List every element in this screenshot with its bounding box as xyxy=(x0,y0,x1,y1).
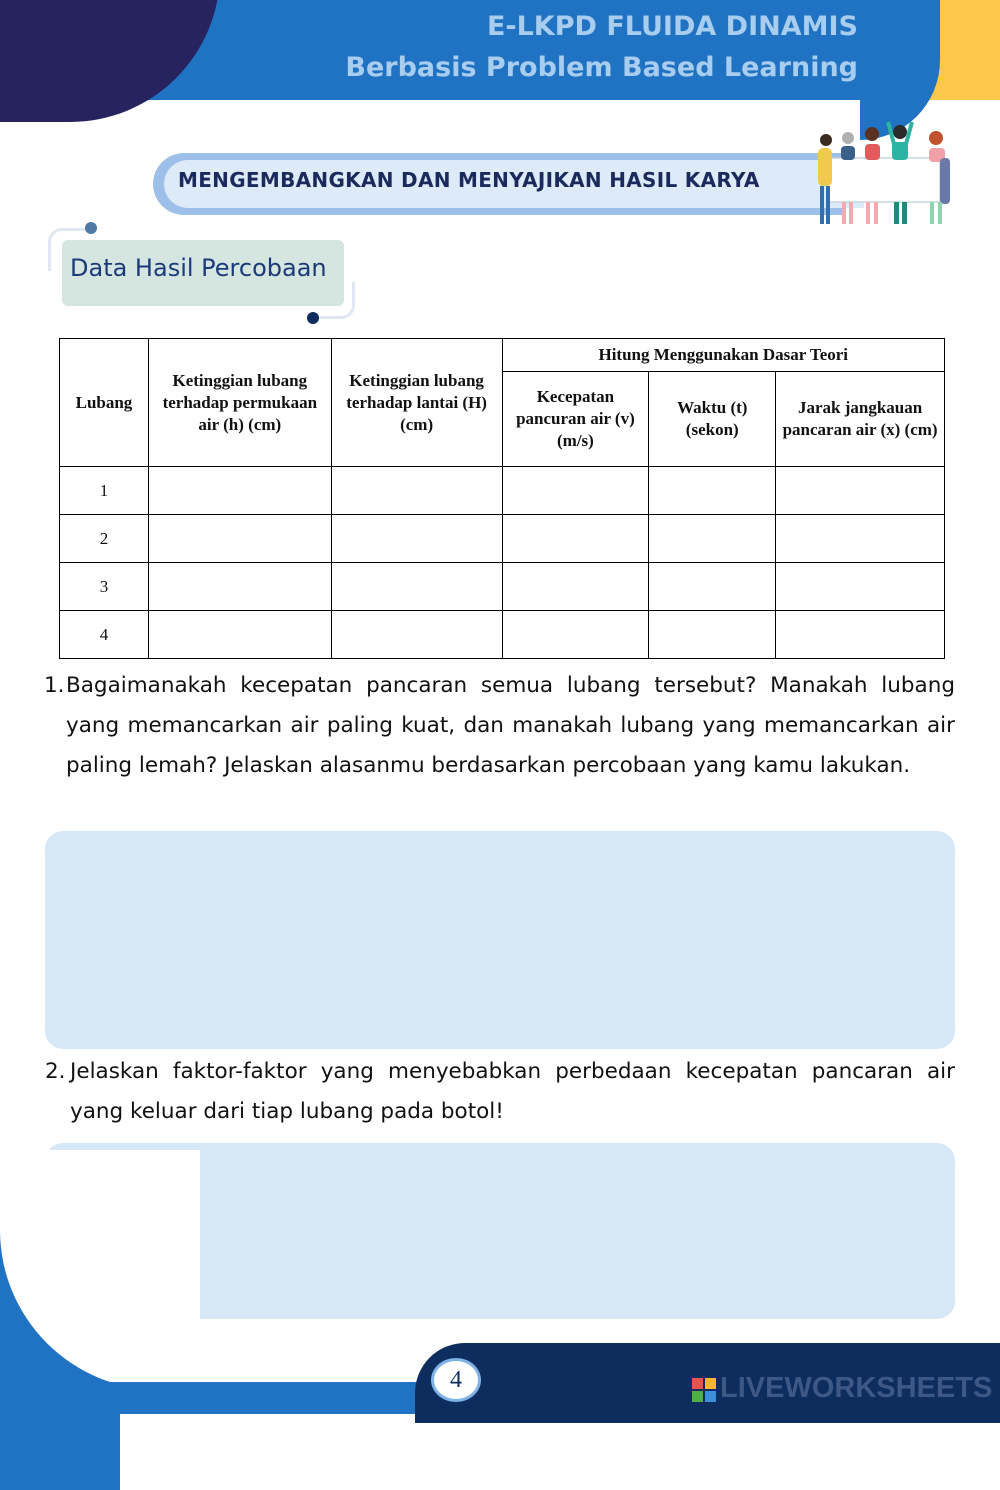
section-banner-title: MENGEMBANGKAN DAN MENYAJIKAN HASIL KARYA xyxy=(178,168,760,192)
cell-input[interactable] xyxy=(148,515,331,563)
col-header-group-theory: Hitung Menggunakan Dasar Teori xyxy=(502,339,945,372)
cell-input[interactable] xyxy=(331,611,502,659)
question-2-number: 2. xyxy=(45,1059,66,1084)
row-label: 1 xyxy=(60,467,149,515)
answer-box-1[interactable] xyxy=(45,831,955,1049)
cell-input[interactable] xyxy=(502,611,649,659)
question-1-text: Bagaimanakah kecepatan pancaran semua lubang tersebut? Manakah lubang yang memancarkan air paling kuat, dan manakah lubang yang memancarkan air paling lemah? Jelaskan alasanmu berdasarkan percobaan yang kamu lakukan. xyxy=(66,673,955,778)
cell-input[interactable] xyxy=(502,563,649,611)
header-title-line2: Berbasis Problem Based Learning xyxy=(345,52,858,83)
data-label-title: Data Hasil Percobaan xyxy=(70,254,327,282)
cell-input[interactable] xyxy=(502,467,649,515)
row-label: 4 xyxy=(60,611,149,659)
label-deco-dot-top xyxy=(85,222,97,234)
cell-input[interactable] xyxy=(649,563,776,611)
col-header-lubang: Lubang xyxy=(60,339,149,467)
cell-input[interactable] xyxy=(649,611,776,659)
label-deco-dot-bottom xyxy=(307,312,319,324)
footer-blue-band xyxy=(0,1382,430,1414)
table-row xyxy=(60,467,945,515)
row-label: 3 xyxy=(60,563,149,611)
col-header-height-floor: Ketinggian lubang terhadap lantai (H) (cm) xyxy=(331,339,502,467)
people-holding-sign-illustration xyxy=(808,118,958,233)
row-label: 2 xyxy=(60,515,149,563)
question-1-number: 1. xyxy=(44,673,65,698)
page-number: 4 xyxy=(431,1358,481,1402)
cell-input[interactable] xyxy=(776,515,945,563)
table-row xyxy=(60,515,945,563)
header-title-line1: E-LKPD FLUIDA DINAMIS xyxy=(486,11,858,42)
col-header-time: Waktu (t) (sekon) xyxy=(649,372,776,467)
liveworksheets-logo-icon xyxy=(692,1378,716,1402)
question-2-text: Jelaskan faktor-faktor yang menyebabkan perbedaan kecepatan pancaran air yang keluar dari tiap lubang pada botol! xyxy=(70,1059,955,1124)
cell-input[interactable] xyxy=(148,611,331,659)
col-header-distance: Jarak jangkauan pancaran air (x) (cm) xyxy=(776,372,945,467)
col-header-velocity: Kecepatan pancuran air (v) (m/s) xyxy=(502,372,649,467)
cell-input[interactable] xyxy=(649,467,776,515)
cell-input[interactable] xyxy=(148,563,331,611)
cell-input[interactable] xyxy=(776,563,945,611)
col-header-height-surface: Ketinggian lubang terhadap permukaan air (h) (cm) xyxy=(148,339,331,467)
cell-input[interactable] xyxy=(776,467,945,515)
question-1 xyxy=(44,666,955,786)
header-title xyxy=(345,8,858,90)
cell-input[interactable] xyxy=(649,515,776,563)
cell-input[interactable] xyxy=(502,515,649,563)
cell-input[interactable] xyxy=(148,467,331,515)
table-row xyxy=(60,563,945,611)
cell-input[interactable] xyxy=(331,467,502,515)
cell-input[interactable] xyxy=(776,611,945,659)
cell-input[interactable] xyxy=(331,515,502,563)
table-row xyxy=(60,611,945,659)
header-navy-shape xyxy=(0,0,220,122)
cell-input[interactable] xyxy=(331,563,502,611)
question-2 xyxy=(45,1052,955,1132)
experiment-data-table xyxy=(59,338,945,659)
footer-brand[interactable]: LIVEWORKSHEETS xyxy=(720,1372,993,1404)
